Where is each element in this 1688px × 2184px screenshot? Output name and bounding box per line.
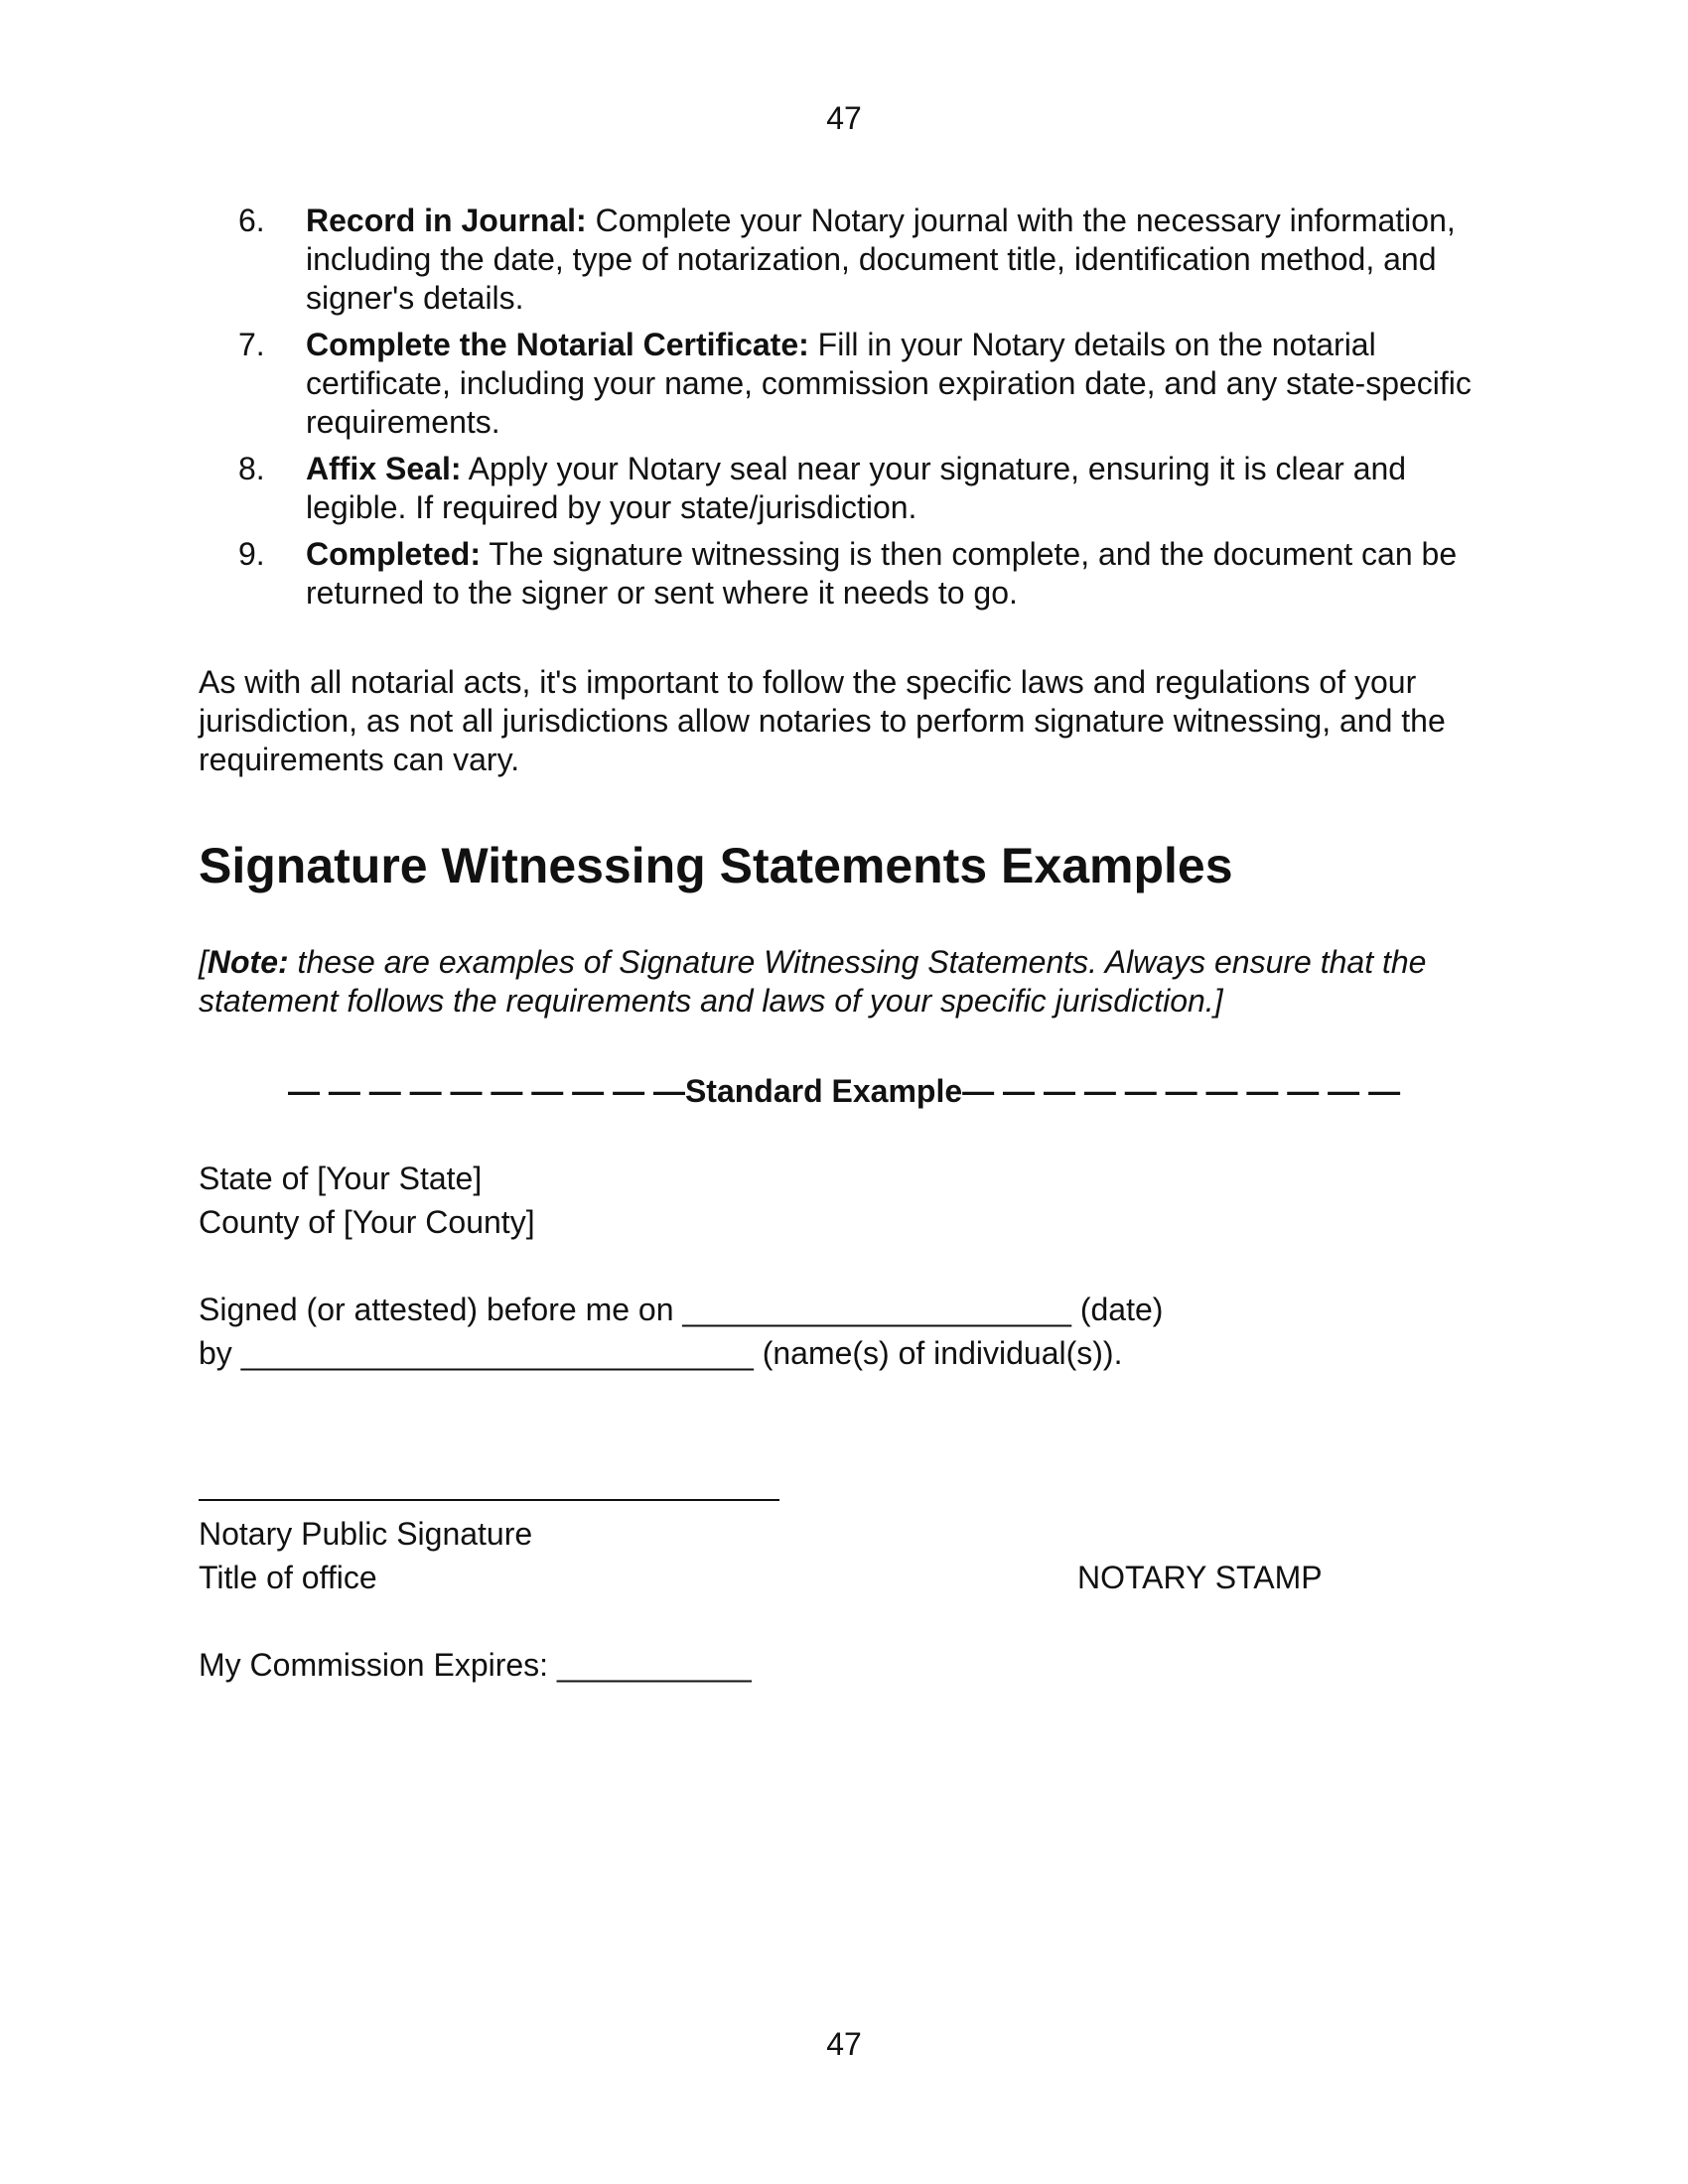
body-paragraph: As with all notarial acts, it's important to follow the specific laws and regulations of your jurisdiction, as not all jurisdictions allow notaries to perform signature witnessing, and the requirements can vary.	[199, 664, 1446, 777]
state-line: State of [Your State]	[199, 1160, 483, 1196]
step-label: Record in Journal:	[306, 203, 587, 238]
page-number-bottom: 47	[826, 2026, 862, 2062]
note-bracket: [	[199, 944, 208, 980]
title-label: Title of office	[199, 1560, 377, 1595]
step-text: Fill in your Notary details on the notarial certificate, including your name, commission expiration date, and any state-specific requirements.	[306, 327, 1472, 440]
list-item	[238, 326, 1499, 442]
section-heading: Signature Witnessing Statements Examples	[199, 838, 1233, 893]
step-body	[306, 202, 1499, 318]
step-text: The signature witnessing is then complete, and the document can be returned to the signer or sent where it needs to go.	[306, 536, 1458, 611]
step-body	[306, 535, 1499, 613]
list-item	[238, 450, 1499, 527]
commission-line: My Commission Expires: ___________	[199, 1647, 752, 1683]
list-item	[238, 535, 1499, 613]
step-text: Complete your Notary journal with the necessary information, including the date, type of notarization, document title, identification method, and signer's details.	[306, 203, 1456, 316]
step-number: 7.	[238, 327, 265, 362]
step-number: 8.	[238, 451, 265, 486]
standard-example-divider: — — — — — — — — — —Standard Example— — — — — — — — — — —	[287, 1073, 1401, 1109]
signed-line: Signed (or attested) before me on ______________________ (date)	[199, 1292, 1164, 1327]
steps-list	[238, 202, 1499, 620]
step-number: 9.	[238, 536, 265, 572]
list-item	[238, 202, 1499, 318]
note-label: Note:	[207, 944, 289, 980]
page-number-top: 47	[826, 100, 862, 136]
note-text: these are examples of Signature Witnessing Statements. Always ensure that the statement follows the requirements and laws of your specific jurisdiction.]	[199, 944, 1427, 1019]
step-label: Complete the Notarial Certificate:	[306, 327, 809, 362]
step-number: 6.	[238, 203, 265, 238]
signature-rule	[199, 1499, 779, 1501]
county-line: County of [Your County]	[199, 1204, 535, 1240]
note-paragraph	[199, 943, 1509, 1021]
notary-stamp-label: NOTARY STAMP	[1077, 1560, 1323, 1595]
step-text: Apply your Notary seal near your signature, ensuring it is clear and legible. If required by your state/jurisdiction.	[306, 451, 1407, 525]
step-body	[306, 450, 1499, 527]
by-line: by _____________________________ (name(s) of individual(s)).	[199, 1335, 1123, 1371]
step-body	[306, 326, 1499, 442]
step-label: Completed:	[306, 536, 481, 572]
step-label: Affix Seal:	[306, 451, 462, 486]
signature-label: Notary Public Signature	[199, 1516, 533, 1552]
